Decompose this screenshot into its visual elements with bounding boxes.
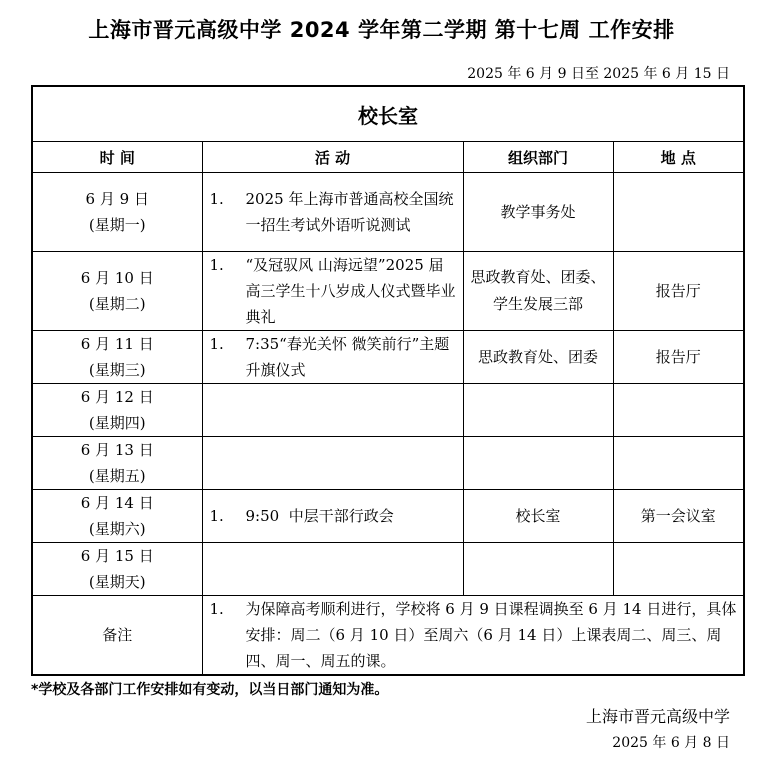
activity-cell xyxy=(202,173,463,252)
date-text: 6 月 15 日 xyxy=(80,547,154,565)
header-dept: 组织部门 xyxy=(463,142,613,173)
activity-text: 7:35“春光关怀 微笑前行”主题升旗仪式 xyxy=(245,335,450,379)
activity-cell xyxy=(202,437,463,490)
header-activity: 活 动 xyxy=(202,142,463,173)
footnote: *学校及各部门工作安排如有变动，以当日部门通知为准。 xyxy=(31,682,389,698)
weekday-text: (星期一) xyxy=(88,216,146,234)
location-cell: 报告厅 xyxy=(613,331,744,384)
header-time: 时 间 xyxy=(32,142,202,173)
page-title: 上海市晋元高级中学 2024 学年第二学期 第十七周 工作安排 xyxy=(88,18,675,42)
activity-cell xyxy=(202,384,463,437)
date-cell xyxy=(32,543,202,596)
date-text: 6 月 11 日 xyxy=(80,335,154,353)
date-cell xyxy=(32,490,202,543)
remarks-row xyxy=(32,596,744,676)
activity-number: 1. xyxy=(209,190,224,208)
dept-cell: 思政教育处、团委 xyxy=(463,331,613,384)
activity-text: 9:50 中层干部行政会 xyxy=(245,507,394,525)
activity-text: 2025 年上海市普通高校全国统一招生考试外语听说测试 xyxy=(245,190,454,234)
dept-cell: 校长室 xyxy=(463,490,613,543)
date-cell xyxy=(32,437,202,490)
remarks-text: 为保障高考顺利进行，学校将 6 月 9 日课程调换至 6 月 14 日进行，具体安排：周二（6 月 10 日）至周六（6 月 14 日）上课表周二、周三、周四、周一、周五的课。 xyxy=(245,600,737,670)
activity-cell xyxy=(202,331,463,384)
date-range: 2025 年 6 月 9 日至 2025 年 6 月 15 日 xyxy=(467,66,730,82)
dept-cell: 教学事务处 xyxy=(463,173,613,252)
dept-cell: 思政教育处、团委、学生发展三部 xyxy=(463,252,613,331)
location-cell xyxy=(613,543,744,596)
location-cell xyxy=(613,437,744,490)
date-text: 6 月 12 日 xyxy=(80,388,154,406)
weekday-text: (星期三) xyxy=(88,361,146,379)
location-cell xyxy=(613,173,744,252)
weekday-text: (星期二) xyxy=(88,295,146,313)
dept-cell xyxy=(463,384,613,437)
date-cell xyxy=(32,384,202,437)
date-cell xyxy=(32,331,202,384)
weekday-text: (星期六) xyxy=(88,520,146,538)
table-row xyxy=(32,543,744,596)
activity-cell xyxy=(202,543,463,596)
activity-cell xyxy=(202,490,463,543)
schedule-table xyxy=(31,85,745,676)
dept-cell xyxy=(463,437,613,490)
date-text: 6 月 9 日 xyxy=(85,190,149,208)
remarks-label: 备注 xyxy=(32,596,202,676)
table-row xyxy=(32,490,744,543)
activity-number: 1. xyxy=(209,507,224,525)
header-row xyxy=(32,142,744,173)
school-signature: 上海市晋元高级中学 xyxy=(585,707,730,726)
location-cell xyxy=(613,384,744,437)
activity-number: 1. xyxy=(209,256,224,274)
activity-cell xyxy=(202,252,463,331)
header-location: 地 点 xyxy=(613,142,744,173)
table-row xyxy=(32,331,744,384)
location-cell: 报告厅 xyxy=(613,252,744,331)
remarks-cell xyxy=(202,596,744,676)
activity-number: 1. xyxy=(209,335,224,353)
table-row xyxy=(32,384,744,437)
table-row xyxy=(32,173,744,252)
table-row xyxy=(32,252,744,331)
table-row xyxy=(32,437,744,490)
location-cell: 第一会议室 xyxy=(613,490,744,543)
weekday-text: (星期天) xyxy=(88,573,146,591)
weekday-text: (星期五) xyxy=(88,467,146,485)
weekday-text: (星期四) xyxy=(88,414,146,432)
activity-text: “及冠驭风 山海远望”2025 届高三学生十八岁成人仪式暨毕业典礼 xyxy=(245,256,456,326)
date-text: 6 月 13 日 xyxy=(80,441,154,459)
dept-cell xyxy=(463,543,613,596)
date-cell xyxy=(32,173,202,252)
date-text: 6 月 10 日 xyxy=(80,269,154,287)
remarks-number: 1. xyxy=(209,600,224,618)
date-text: 6 月 14 日 xyxy=(80,494,154,512)
date-cell xyxy=(32,252,202,331)
office-title: 校长室 xyxy=(32,86,744,142)
office-row xyxy=(32,86,744,142)
signature-date: 2025 年 6 月 8 日 xyxy=(612,735,730,751)
